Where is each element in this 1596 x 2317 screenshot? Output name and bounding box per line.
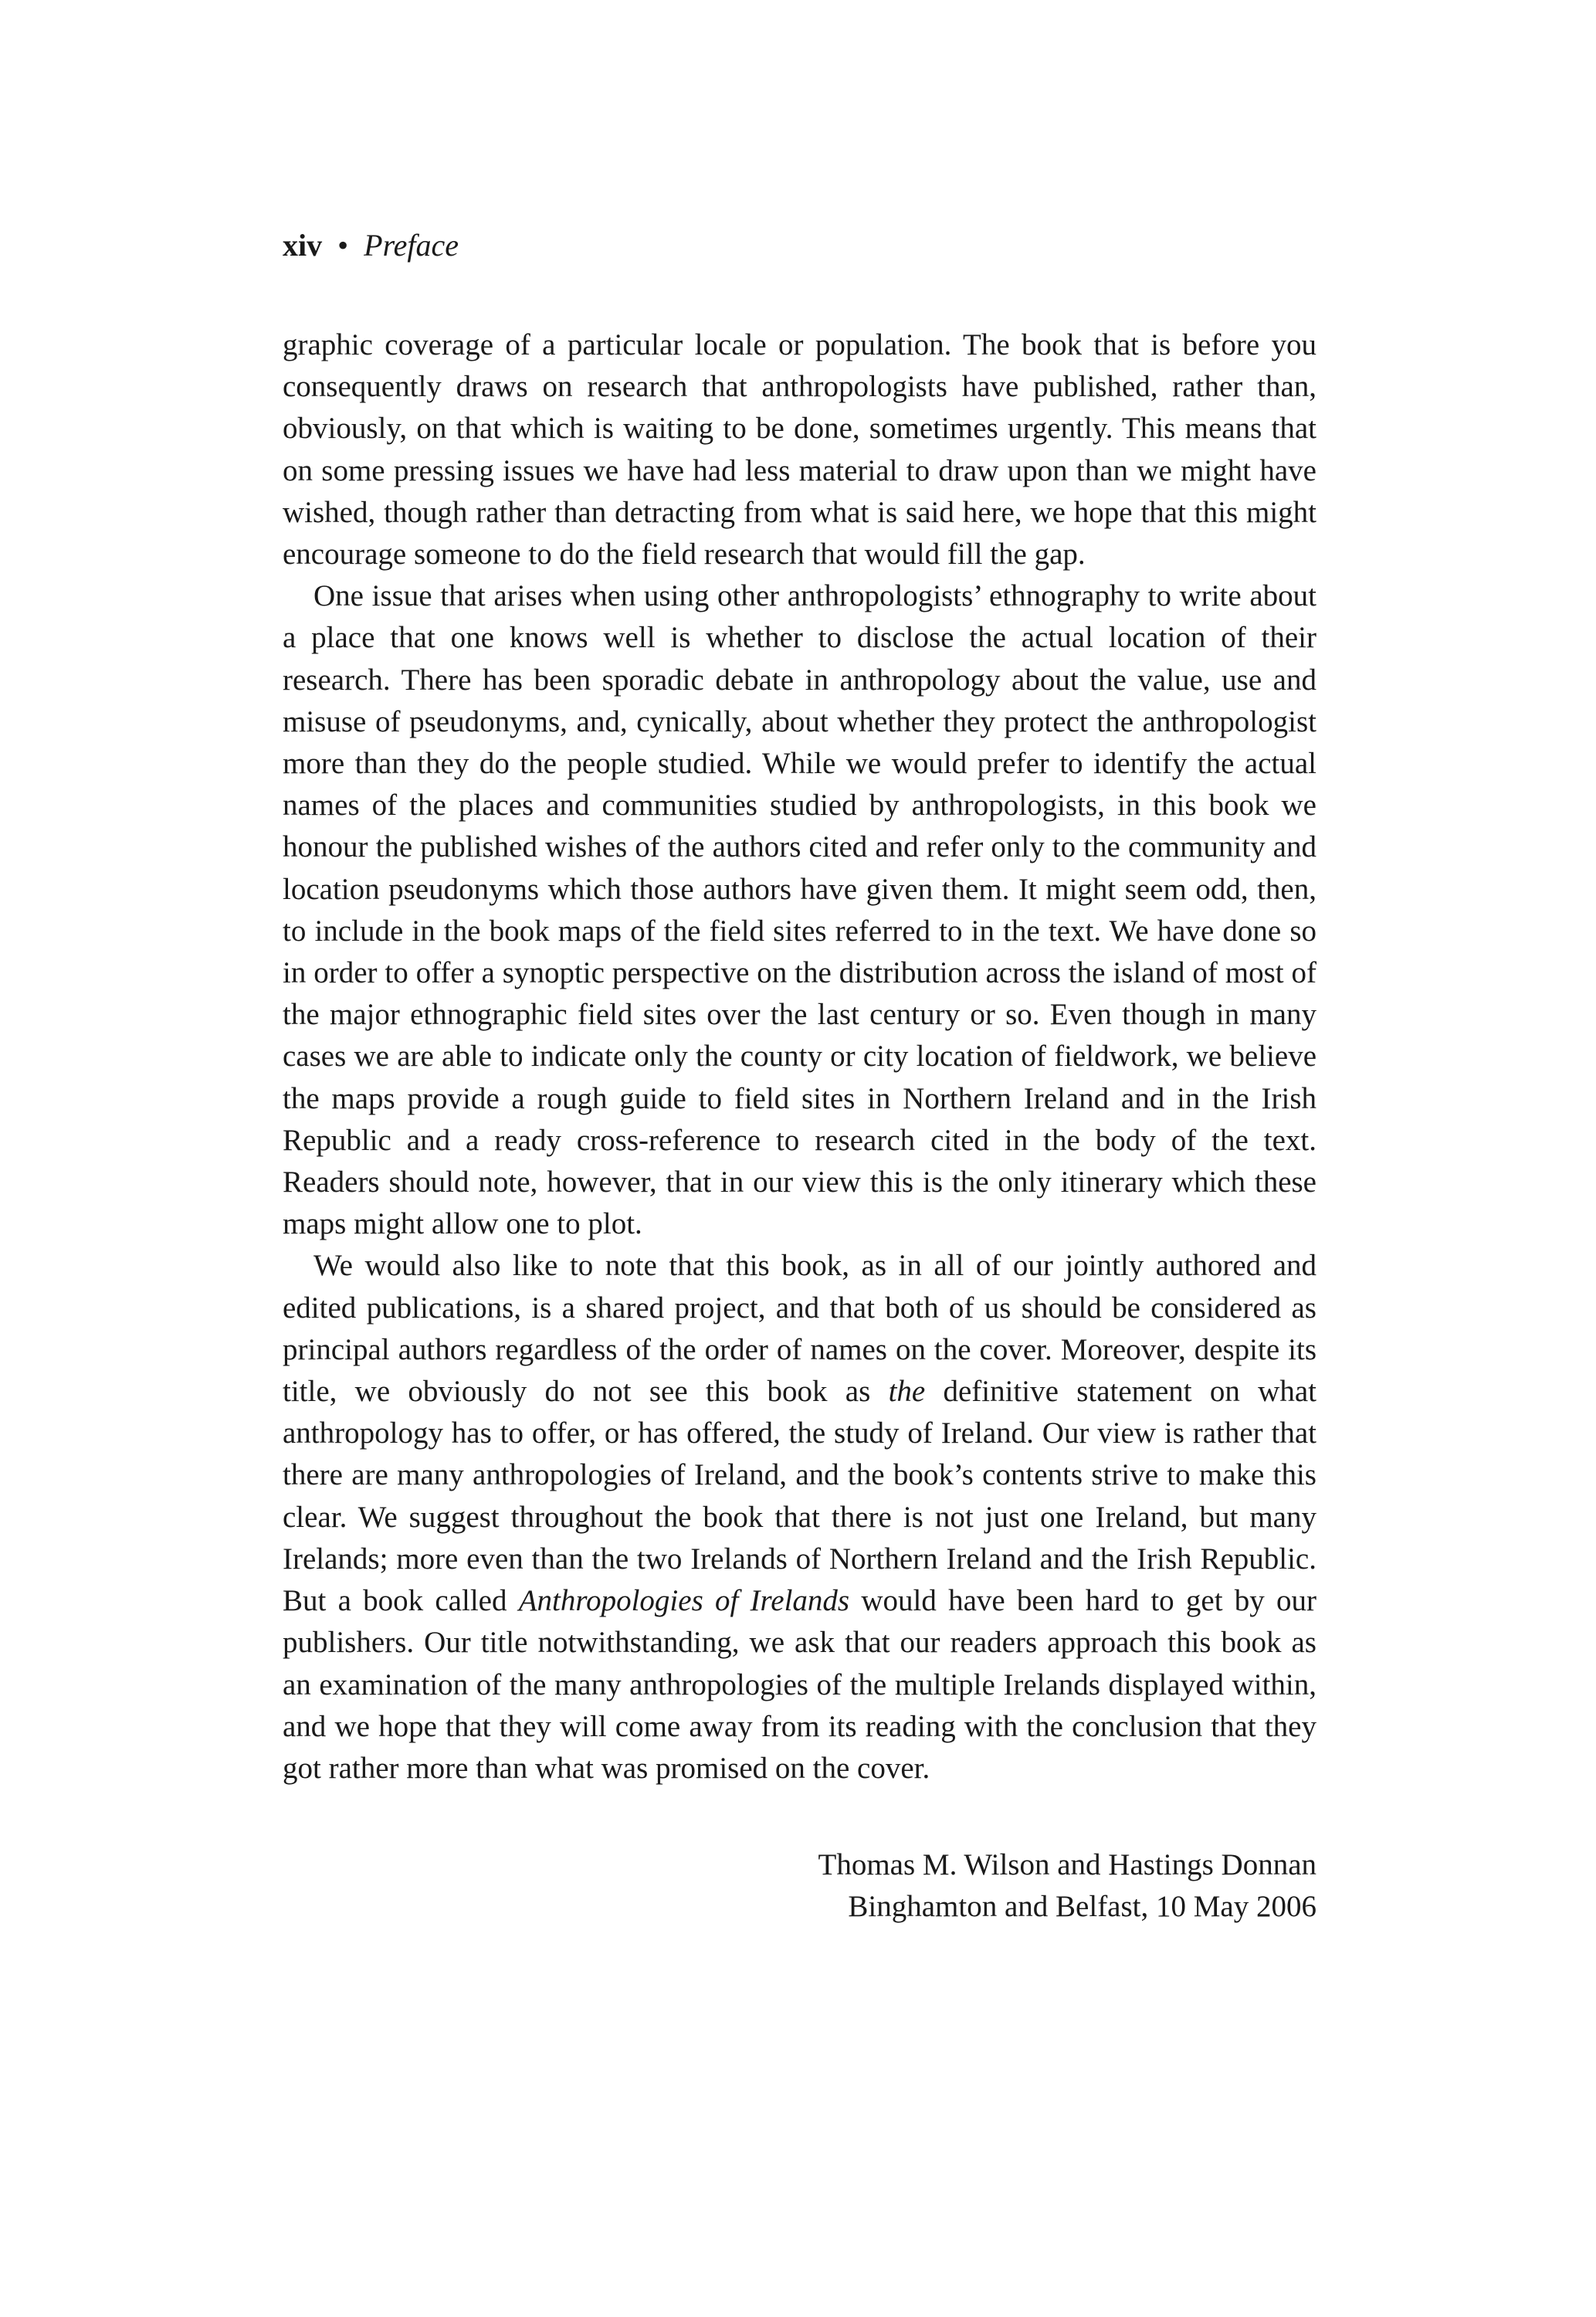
emphasis-title: Anthropologies of Irelands [518, 1584, 850, 1618]
running-head [283, 224, 459, 267]
section-title: Preface [364, 228, 459, 263]
paragraph-1: graphic coverage of a particular locale or population. The book that is before you consequently draws on research that anthropologists have published, rather than, obviously, on that which is waiting to be done, sometimes urgently. This means that on some pressing issues we have had less material to draw upon than we might have wished, though rather than detracting from what is said here, we hope that this might encourage someone to do the field research that would fill the gap. [283, 328, 1316, 572]
paragraph-3-part-1: We would also like to note that this book, as in all of our jointly authored and edited publications, is a shared project, and that both of us should be considered as principal authors regardless of the order of names on the cover. Moreover, despite its title, we obviously do not see this book as [283, 1249, 1316, 1409]
emphasis-the: the [888, 1375, 926, 1409]
signature-block [818, 1844, 1317, 1928]
signature-authors: Thomas M. Wilson and Hastings Donnan [818, 1848, 1316, 1881]
paragraph-3 [283, 1245, 1316, 1789]
signature-place-date: Binghamton and Belfast, 10 May 2006 [848, 1890, 1316, 1923]
paragraph-3-part-2: definitive statement on what anthropology has to offer, or has offered, the study of Ireland. Our view is rather that there are many anthropologies of Ireland, and the book’s contents strive to make this clear. We suggest throughout the book that there is not just one Ireland, but many Irelands; more even than the two Irelands of Northern Ireland and the Irish Republic. But a book called [283, 1375, 1316, 1618]
paragraph-2: One issue that arises when using other anthropologists’ ethnography to write about a place that one knows well is whether to disclose the actual location of their research. There has been sporadic debate in anthropology about the value, use and misuse of pseudonyms, and, cynically, about whether they protect the anthropologist more than they do the people studied. While we would prefer to identify the actual names of the places and communities studied by anthropologists, in this book we honour the published wishes of the authors cited and refer only to the community and location pseudonyms which those authors have given them. It might seem odd, then, to include in the book maps of the field sites referred to in the text. We have done so in order to offer a synoptic perspective on the distribution across the island of most of the major ethnographic field sites over the last century or so. Even though in many cases we are able to indicate only the county or city location of fieldwork, we believe the maps provide a rough guide to field sites in Northern Ireland and in the Irish Republic and a ready cross-reference to research cited in the body of the text. Readers should note, however, that in our view this is the only itinerary which these maps might allow one to plot. [283, 579, 1316, 1241]
running-head-separator: • [337, 228, 349, 263]
paragraph-3-part-3: would have been hard to get by our publishers. Our title notwithstanding, we ask that our readers approach this book as an examination of the many anthropologies of the multiple Irelands displayed within, and we hope that they will come away from its reading with the conclusion that they got rather more than what was promised on the cover. [283, 1584, 1316, 1785]
body-text [283, 324, 1316, 1789]
page-number: xiv [283, 228, 323, 263]
